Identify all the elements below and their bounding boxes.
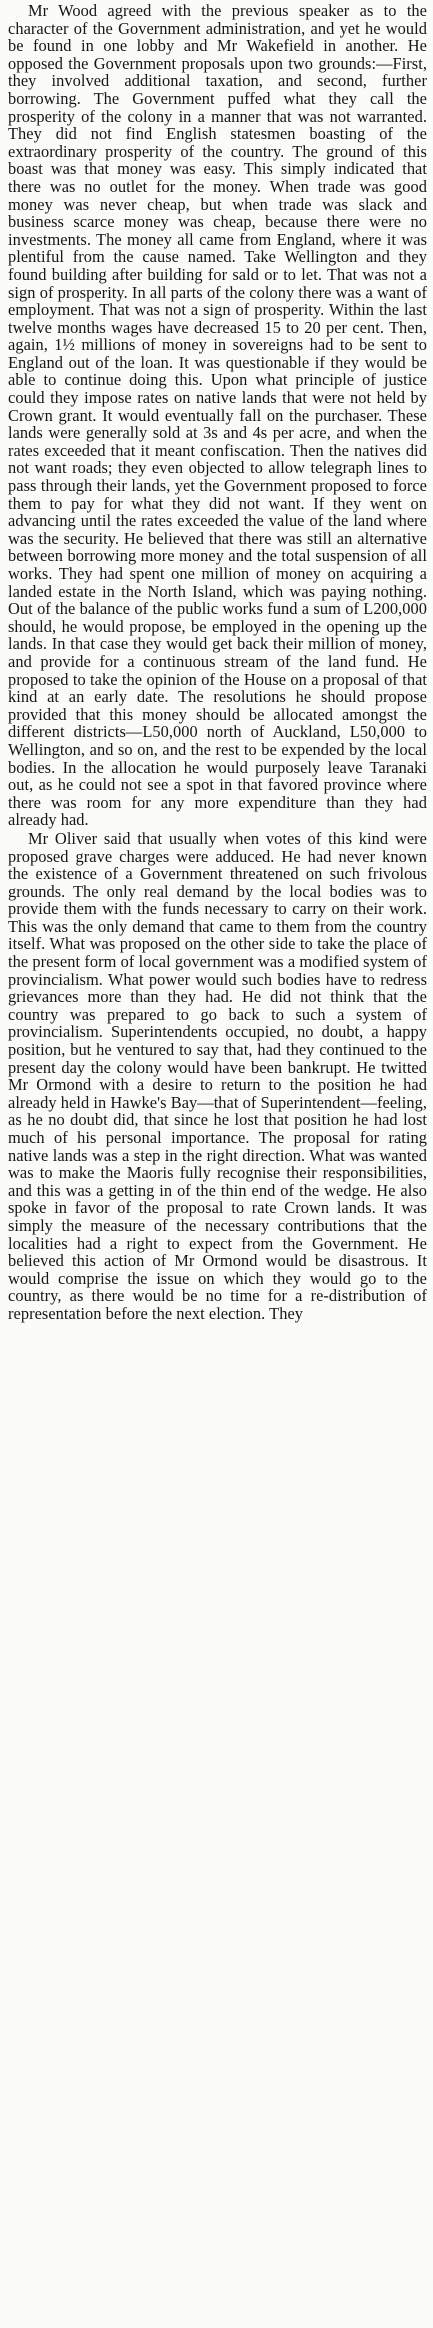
- newspaper-column: [8, 2, 427, 1323]
- paragraph-mr-oliver: Mr Oliver said that usually when votes of this kind were proposed grave charges were adduced. He had never known the existence of a Government threatened on such frivolous grounds. The only real demand by the local bodies was to provide them with the funds necessary to carry on their work. This was the only demand that came to them from the country itself. What was proposed on the other side to take the place of the present form of local government was a modified system of provincialism. What power would such bodies have to redress grievances more than they had. He did not think that the country was prepared to go back to such a system of provincialism. Superintendents occupied, no doubt, a happy position, but he ventured to say that, had they continued to the present day the colony would have been bankrupt. He twitted Mr Ormond with a desire to return to the position he had already held in Hawke's Bay—that of Superintendent—feeling, as he no doubt did, that since he lost that position he had lost much of his personal importance. The proposal for rating native lands was a step in the right direction. What was wanted was to make the Maoris fully recognise their responsibilities, and this was a getting in of the thin end of the wedge. He also spoke in favor of the proposal to rate Crown lands. It was simply the measure of the necessary contributions that the localities had a right to expect from the Government. He believed this action of Mr Ormond would be disastrous. It would comprise the issue on which they would go to the country, as there would be no time for a re-distribution of representation before the next election. They: [8, 828, 427, 1323]
- paragraph-mr-wood: Mr Wood agreed with the previous speaker as to the character of the Government administration, and yet he would be found in one lobby and Mr Wakefield in another. He opposed the Government proposals upon two grounds:—First, they involved additional taxation, and second, further borrowing. The Government puffed what they call the prosperity of the colony in a manner that was not warranted. They did not find English statesmen boasting of the extraordinary prosperity of the country. The ground of this boast was that money was easy. This simply indicated that there was no outlet for the money. When trade was good money was never cheap, but when trade was slack and business scarce money was cheap, because there were no investments. The money all came from England, where it was plentiful from the cause named. Take Wellington and they found building after building for sald or to let. That was not a sign of prosperity. In all parts of the colony there was a want of employment. That was not a sign of prosperity. Within the last twelve months wages have decreased 15 to 20 per cent. Then, again, 1½ millions of money in sovereigns had to be sent to England out of the loan. It was questionable if they would be able to continue doing this. Upon what principle of justice could they impose rates on native lands that were not held by Crown grant. It would eventually fall on the purchaser. These lands were generally sold at 3s and 4s per acre, and when the rates exceeded that it meant confiscation. Then the natives did not want roads; they even objected to allow telegraph lines to pass through their lands, yet the Government proposed to force them to pay for what they did not want. If they went on advancing until the rates exceeded the value of the land where was the security. He believed that there was still an alternative between borrowing more money and the total suspension of all works. They had spent one million of money on acquiring a landed estate in the North Island, which was paying nothing. Out of the balance of the public works fund a sum of L200,000 should, he would propose, be employed in the opening up the lands. In that case they would get back their million of money, and provide for a continuous stream of the land fund. He proposed to take the opinion of the House on a proposal of that kind at an early date. The resolutions he should propose provided that this money should be allocated amongst the different districts—L50,000 north of Auckland, L50,000 to Wellington, and so on, and the rest to be expended by the local bodies. In the allocation he would purposely leave Taranaki out, as he could not see a spot in that favored province where there was room for any more expenditure than they had already had.: [8, 1, 427, 830]
